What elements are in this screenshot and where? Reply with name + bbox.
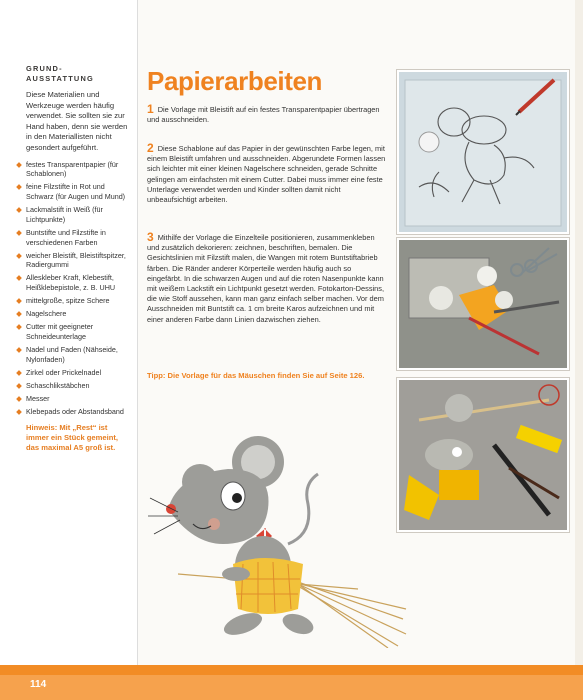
equipment-item: festes Transparentpapier (für Schablonen) bbox=[26, 160, 128, 180]
equipment-item: Schaschlikstäbchen bbox=[26, 381, 128, 391]
equipment-item: Alleskleber Kraft, Klebestift, Heißklebepistole, z. B. UHU bbox=[26, 273, 128, 293]
photo-cutting-parts bbox=[397, 238, 569, 370]
photo-tracing-template bbox=[397, 70, 569, 234]
equipment-item: Nadel und Faden (Nähseide, Nylonfaden) bbox=[26, 345, 128, 365]
cutting-photo-graphic bbox=[399, 240, 567, 368]
equipment-item: Buntstifte und Filzstifte in verschiedenen Farben bbox=[26, 228, 128, 248]
mouse-illustration bbox=[148, 424, 408, 648]
step-1 bbox=[147, 104, 387, 125]
equipment-list bbox=[26, 160, 128, 417]
sidebar-basic-equipment bbox=[0, 0, 138, 700]
equipment-item: mittelgroße, spitze Schere bbox=[26, 296, 128, 306]
step-3 bbox=[147, 232, 387, 325]
tracing-photo-graphic bbox=[399, 72, 567, 232]
step-number: 2 bbox=[147, 141, 154, 155]
footer-band-lower bbox=[0, 675, 583, 700]
page-number: 114 bbox=[30, 679, 47, 690]
step-number: 1 bbox=[147, 102, 154, 116]
equipment-item: Nagelschere bbox=[26, 309, 128, 319]
equipment-item: Cutter mit geeigneter Schneideunterlage bbox=[26, 322, 128, 342]
equipment-item: Zirkel oder Prickelnadel bbox=[26, 368, 128, 378]
sidebar-intro: Diese Materialien und Werkzeuge werden häufig verwendet. Sie sollten sie zur Hand haben, denn sie werden in den Materiallisten nicht gesondert aufgeführt. bbox=[26, 90, 128, 152]
mouse-graphic bbox=[148, 424, 408, 648]
photo-assembled-mouse bbox=[397, 378, 569, 532]
step-text: Die Vorlage mit Bleistift auf ein festes Transparentpapier übertragen und ausschneiden. bbox=[147, 105, 380, 125]
equipment-item: Messer bbox=[26, 394, 128, 404]
assembled-photo-graphic bbox=[399, 380, 567, 530]
step-2 bbox=[147, 143, 387, 205]
equipment-item: weicher Bleistift, Bleistiftspitzer, Radiergummi bbox=[26, 251, 128, 271]
equipment-item: feine Filzstifte in Rot und Schwarz (für Augen und Mund) bbox=[26, 182, 128, 202]
step-text: Mithilfe der Vorlage die Einzelteile positionieren, zusammenkleben und zusätzlich dekorieren: zeichnen, beschriften, bemalen. Die Gesichtslinien mit Filzstift malen, die Wangen mit rotem Buntstiftabrieb färben. Die Ränder anderer Körperteile werden häufig auch so eingefärbt. In die schwarzen Augen und auf die roten Nasenpunkte kann mit weißem Lackstift ein Lichtpunkt gesetzt werden. Fotokarton-Dessins, die wie Stoff aussehen, kann man ganz einfach selber machen. Vor dem Ausschneiden mit Buntstift ca. 1 cm breite Karos aufzeichnen und mit einer anderen Farbe dann Linien dazwischen ziehen. bbox=[147, 233, 385, 324]
step-number: 3 bbox=[147, 230, 154, 244]
step-text: Diese Schablone auf das Papier in der gewünschten Farbe legen, mit einem Bleistift umfahren und ausschneiden. Abgerundete Formen lassen sich leichter mit einer kleinen Nagelschere schneiden, gerade Schnitte gelingen am einfachsten mit einem Cutter. Dabei muss immer eine feste Unterlage verwendet werden und Kinder sollten damit nicht unbeaufsichtigt arbeiten. bbox=[147, 144, 386, 205]
sidebar-hint: Hinweis: Mit „Rest“ ist immer ein Stück gemeint, das maximal A5 groß ist. bbox=[26, 422, 118, 452]
page-title: Papierarbeiten bbox=[147, 66, 323, 96]
footer-band bbox=[0, 665, 583, 675]
tip-note: Tipp: Die Vorlage für das Mäuschen finden Sie auf Seite 126. bbox=[147, 371, 365, 380]
equipment-item: Lackmalstift in Weiß (für Lichtpunkte) bbox=[26, 205, 128, 225]
page-edge bbox=[575, 0, 583, 700]
sidebar-heading: GRUND- AUSSTATTUNG bbox=[26, 64, 94, 83]
sidebar-content bbox=[26, 64, 128, 453]
equipment-item: Klebepads oder Abstandsband bbox=[26, 407, 128, 417]
